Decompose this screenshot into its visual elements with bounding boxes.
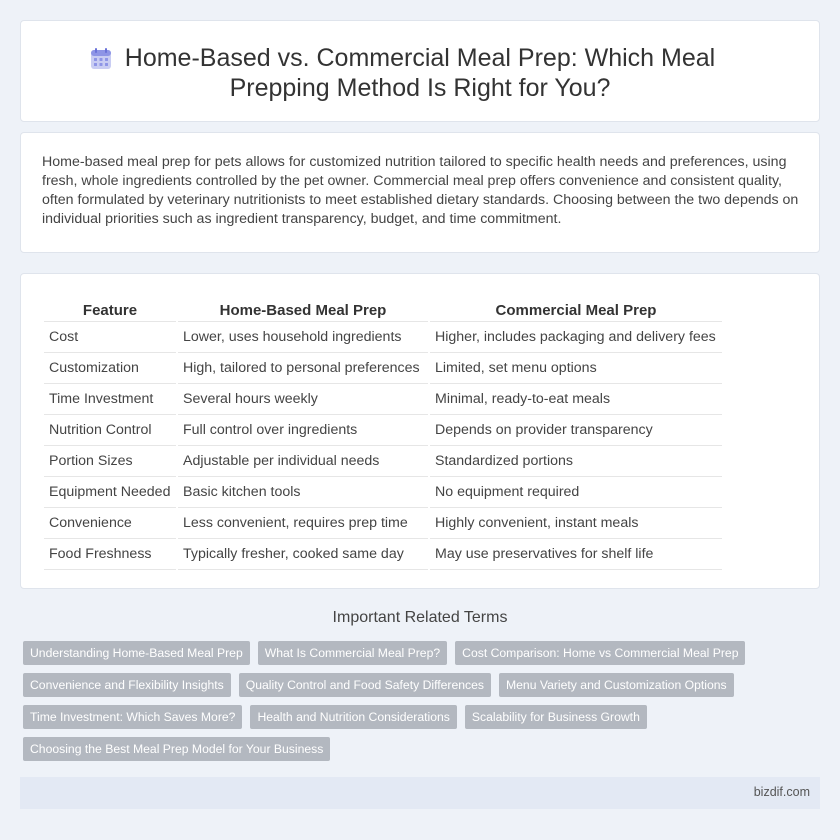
header-feature: Feature [44, 296, 176, 322]
cell-home-based: Adjustable per individual needs [178, 446, 428, 477]
cell-feature: Nutrition Control [44, 415, 176, 446]
table-row [44, 415, 722, 446]
related-term-tag[interactable]: Scalability for Business Growth [465, 705, 647, 729]
footer-site-link[interactable]: bizdif.com [753, 785, 810, 799]
tag-row [23, 705, 823, 729]
tag-row [23, 641, 823, 665]
intro-card [20, 132, 820, 253]
cell-commercial: Higher, includes packaging and delivery fees [430, 322, 722, 353]
table-header-row [44, 296, 722, 322]
footer [20, 777, 820, 809]
tag-row [23, 737, 823, 761]
related-terms-list [23, 641, 823, 769]
table-row [44, 322, 722, 353]
cell-home-based: Lower, uses household ingredients [178, 322, 428, 353]
cell-home-based: Typically fresher, cooked same day [178, 539, 428, 570]
related-term-tag[interactable]: Quality Control and Food Safety Differences [239, 673, 491, 697]
cell-commercial: Minimal, ready-to-eat meals [430, 384, 722, 415]
cell-feature: Cost [44, 322, 176, 353]
related-term-tag[interactable]: Understanding Home-Based Meal Prep [23, 641, 250, 665]
table-row [44, 477, 722, 508]
related-term-tag[interactable]: Choosing the Best Meal Prep Model for Your Business [23, 737, 330, 761]
cell-feature: Time Investment [44, 384, 176, 415]
cell-commercial: Limited, set menu options [430, 353, 722, 384]
related-term-tag[interactable]: Time Investment: Which Saves More? [23, 705, 242, 729]
cell-home-based: Full control over ingredients [178, 415, 428, 446]
page-title: Home-Based vs. Commercial Meal Prep: Which Meal Prepping Method Is Right for You? [124, 44, 716, 102]
table-row [44, 384, 722, 415]
cell-feature: Customization [44, 353, 176, 384]
cell-home-based: Several hours weekly [178, 384, 428, 415]
comparison-card [20, 273, 820, 589]
cell-commercial: No equipment required [430, 477, 722, 508]
related-term-tag[interactable]: Menu Variety and Customization Options [499, 673, 734, 697]
header-home-based: Home-Based Meal Prep [178, 296, 428, 322]
table-row [44, 353, 722, 384]
tag-row [23, 673, 823, 697]
cell-commercial: Standardized portions [430, 446, 722, 477]
cell-feature: Equipment Needed [44, 477, 176, 508]
table-row [44, 446, 722, 477]
table-row [44, 539, 722, 570]
cell-feature: Portion Sizes [44, 446, 176, 477]
header-commercial: Commercial Meal Prep [430, 296, 722, 322]
related-term-tag[interactable]: Cost Comparison: Home vs Commercial Meal Prep [455, 641, 745, 665]
intro-paragraph: Home-based meal prep for pets allows for customized nutrition tailored to specific health needs and preferences, using fresh, whole ingredients controlled by the pet owner. Commercial meal prep offers convenience and consistent quality, often formulated by veterinary nutritionists to meet established dietary standards. Choosing between the two depends on individual priorities such as ingredient transparency, budget, and time commitment. [42, 154, 799, 227]
cell-feature: Convenience [44, 508, 176, 539]
comparison-table [42, 296, 724, 570]
cell-home-based: Basic kitchen tools [178, 477, 428, 508]
cell-commercial: Highly convenient, instant meals [430, 508, 722, 539]
cell-home-based: Less convenient, requires prep time [178, 508, 428, 539]
table-row [44, 508, 722, 539]
cell-commercial: May use preservatives for shelf life [430, 539, 722, 570]
related-term-tag[interactable]: What Is Commercial Meal Prep? [258, 641, 447, 665]
cell-feature: Food Freshness [44, 539, 176, 570]
related-term-tag[interactable]: Health and Nutrition Considerations [250, 705, 456, 729]
title-card [20, 20, 820, 122]
related-terms-heading: Important Related Terms [332, 609, 508, 626]
cell-home-based: High, tailored to personal preferences [178, 353, 428, 384]
related-term-tag[interactable]: Convenience and Flexibility Insights [23, 673, 231, 697]
cell-commercial: Depends on provider transparency [430, 415, 722, 446]
